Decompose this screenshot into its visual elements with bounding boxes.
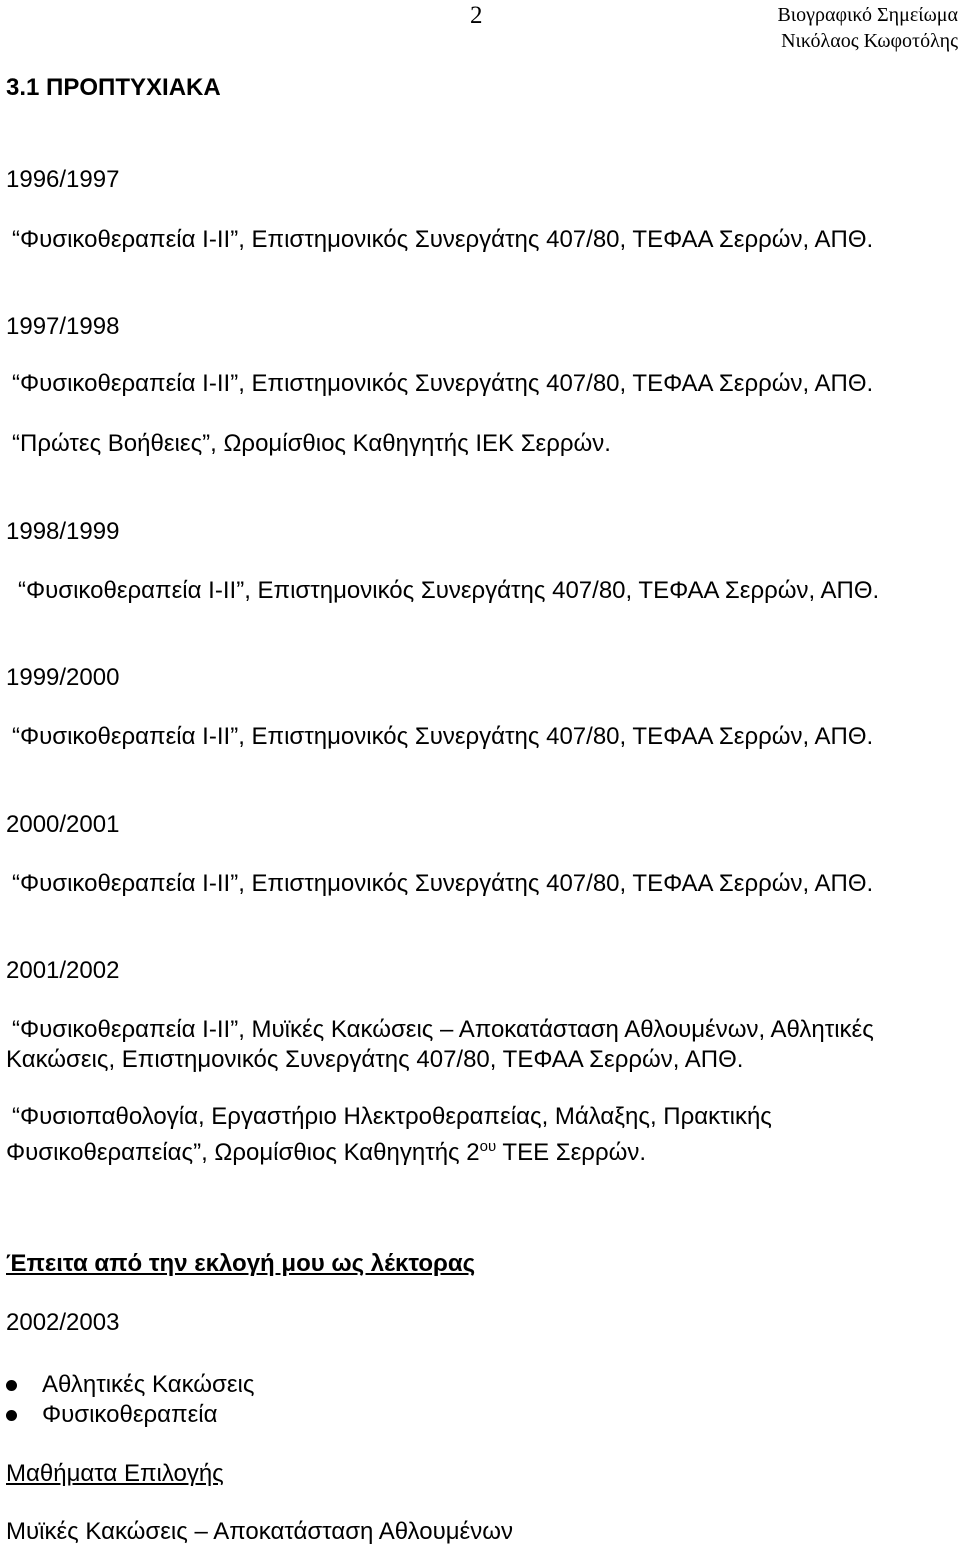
year-heading: 2001/2002	[6, 957, 120, 984]
list-item	[6, 1400, 254, 1430]
course-name: Φυσικοθεραπεία Ι-ΙΙ	[20, 1016, 231, 1043]
ordinal-superscript: ου	[479, 1138, 497, 1155]
entry-line	[18, 577, 879, 605]
entry-line	[12, 870, 873, 898]
electives-heading: Μαθήματα Επιλογής	[6, 1460, 224, 1487]
entry-detail: , Μυϊκές Κακώσεις – Αποκατάσταση Αθλουμένων, Αθλητικές Κακώσεις, Επιστημονικός Συνεργάτης 407/80, ΤΕΦΑΑ Σερρών, ΑΠΘ.	[6, 1016, 874, 1073]
entry-detail: , Ωρομίσθιος Καθηγητής ΙΕΚ Σερρών.	[210, 430, 611, 457]
quote-close: ”	[230, 723, 239, 750]
quote-open: “	[12, 1016, 20, 1043]
quote-open: “	[12, 723, 20, 750]
elective-course: Μυϊκές Κακώσεις – Αποκατάσταση Αθλουμένων	[6, 1518, 513, 1545]
entry-detail: , Επιστημονικός Συνεργάτης 407/80, ΤΕΦΑΑ Σερρών, ΑΠΘ.	[238, 870, 874, 897]
page-number: 2	[470, 2, 483, 29]
bullet-icon	[6, 1380, 17, 1391]
quote-open: “	[12, 370, 20, 397]
bullet-icon	[6, 1410, 17, 1421]
quote-open: “	[12, 1103, 20, 1130]
year-heading: 1999/2000	[6, 664, 120, 691]
entry-paragraph	[6, 1015, 946, 1075]
subsection-heading: Έπειτα από την εκλογή μου ως λέκτορας	[6, 1250, 476, 1277]
list-item-label: Φυσικοθεραπεία	[42, 1401, 218, 1428]
entry-detail: , Επιστημονικός Συνεργάτης 407/80, ΤΕΦΑΑ Σερρών, ΑΠΘ.	[238, 723, 874, 750]
quote-close: ”	[230, 1016, 239, 1043]
quote-open: “	[18, 577, 26, 604]
year-heading: 1996/1997	[6, 166, 120, 193]
bullet-list	[6, 1370, 254, 1430]
list-item-label: Αθλητικές Κακώσεις	[42, 1371, 255, 1398]
quote-close: ”	[236, 577, 245, 604]
list-item	[6, 1370, 254, 1400]
quote-close: ”	[193, 1139, 202, 1166]
course-name: Φυσικοθεραπεία Ι-ΙΙ	[20, 226, 231, 253]
course-name: Φυσικοθεραπεία Ι-ΙΙ	[20, 723, 231, 750]
year-heading: 1997/1998	[6, 313, 120, 340]
course-name: Φυσικοθεραπεία Ι-ΙΙ	[20, 370, 231, 397]
entry-line	[12, 430, 611, 458]
year-heading: 2000/2001	[6, 811, 120, 838]
entry-detail: , Επιστημονικός Συνεργάτης 407/80, ΤΕΦΑΑ Σερρών, ΑΠΘ.	[238, 370, 874, 397]
year-heading: 1998/1999	[6, 518, 120, 545]
quote-close: ”	[230, 870, 239, 897]
entry-detail: , Επιστημονικός Συνεργάτης 407/80, ΤΕΦΑΑ Σερρών, ΑΠΘ.	[238, 226, 874, 253]
running-header	[777, 2, 958, 54]
quote-close: ”	[202, 430, 211, 457]
quote-open: “	[12, 226, 20, 253]
course-name: Φυσικοθεραπεία Ι-ΙΙ	[20, 870, 231, 897]
entry-line	[12, 226, 873, 254]
entry-detail: , Ωρομίσθιος Καθηγητής 2	[201, 1139, 480, 1166]
year-heading: 2002/2003	[6, 1309, 120, 1336]
entry-detail: ΤΕΕ Σερρών.	[496, 1139, 647, 1166]
entry-line	[12, 723, 873, 751]
quote-open: “	[12, 430, 20, 457]
entry-paragraph	[6, 1102, 836, 1168]
section-title: 3.1 ΠΡΟΠΤΥΧΙΑΚΑ	[6, 74, 221, 101]
entry-line	[12, 370, 873, 398]
course-name: Φυσικοθεραπεία Ι-ΙΙ	[26, 577, 237, 604]
quote-open: “	[12, 870, 20, 897]
quote-close: ”	[230, 370, 239, 397]
entry-detail: , Επιστημονικός Συνεργάτης 407/80, ΤΕΦΑΑ Σερρών, ΑΠΘ.	[244, 577, 880, 604]
quote-close: ”	[230, 226, 239, 253]
running-header-author: Νικόλαος Κωφοτόλης	[781, 30, 958, 52]
course-name: Πρώτες Βοήθειες	[20, 430, 203, 457]
course-name: Φυσιοπαθολογία, Εργαστήριο Ηλεκτροθεραπείας, Μάλαξης, Πρακτικής Φυσικοθεραπείας	[6, 1103, 772, 1166]
running-header-title: Βιογραφικό Σημείωμα	[777, 4, 958, 26]
